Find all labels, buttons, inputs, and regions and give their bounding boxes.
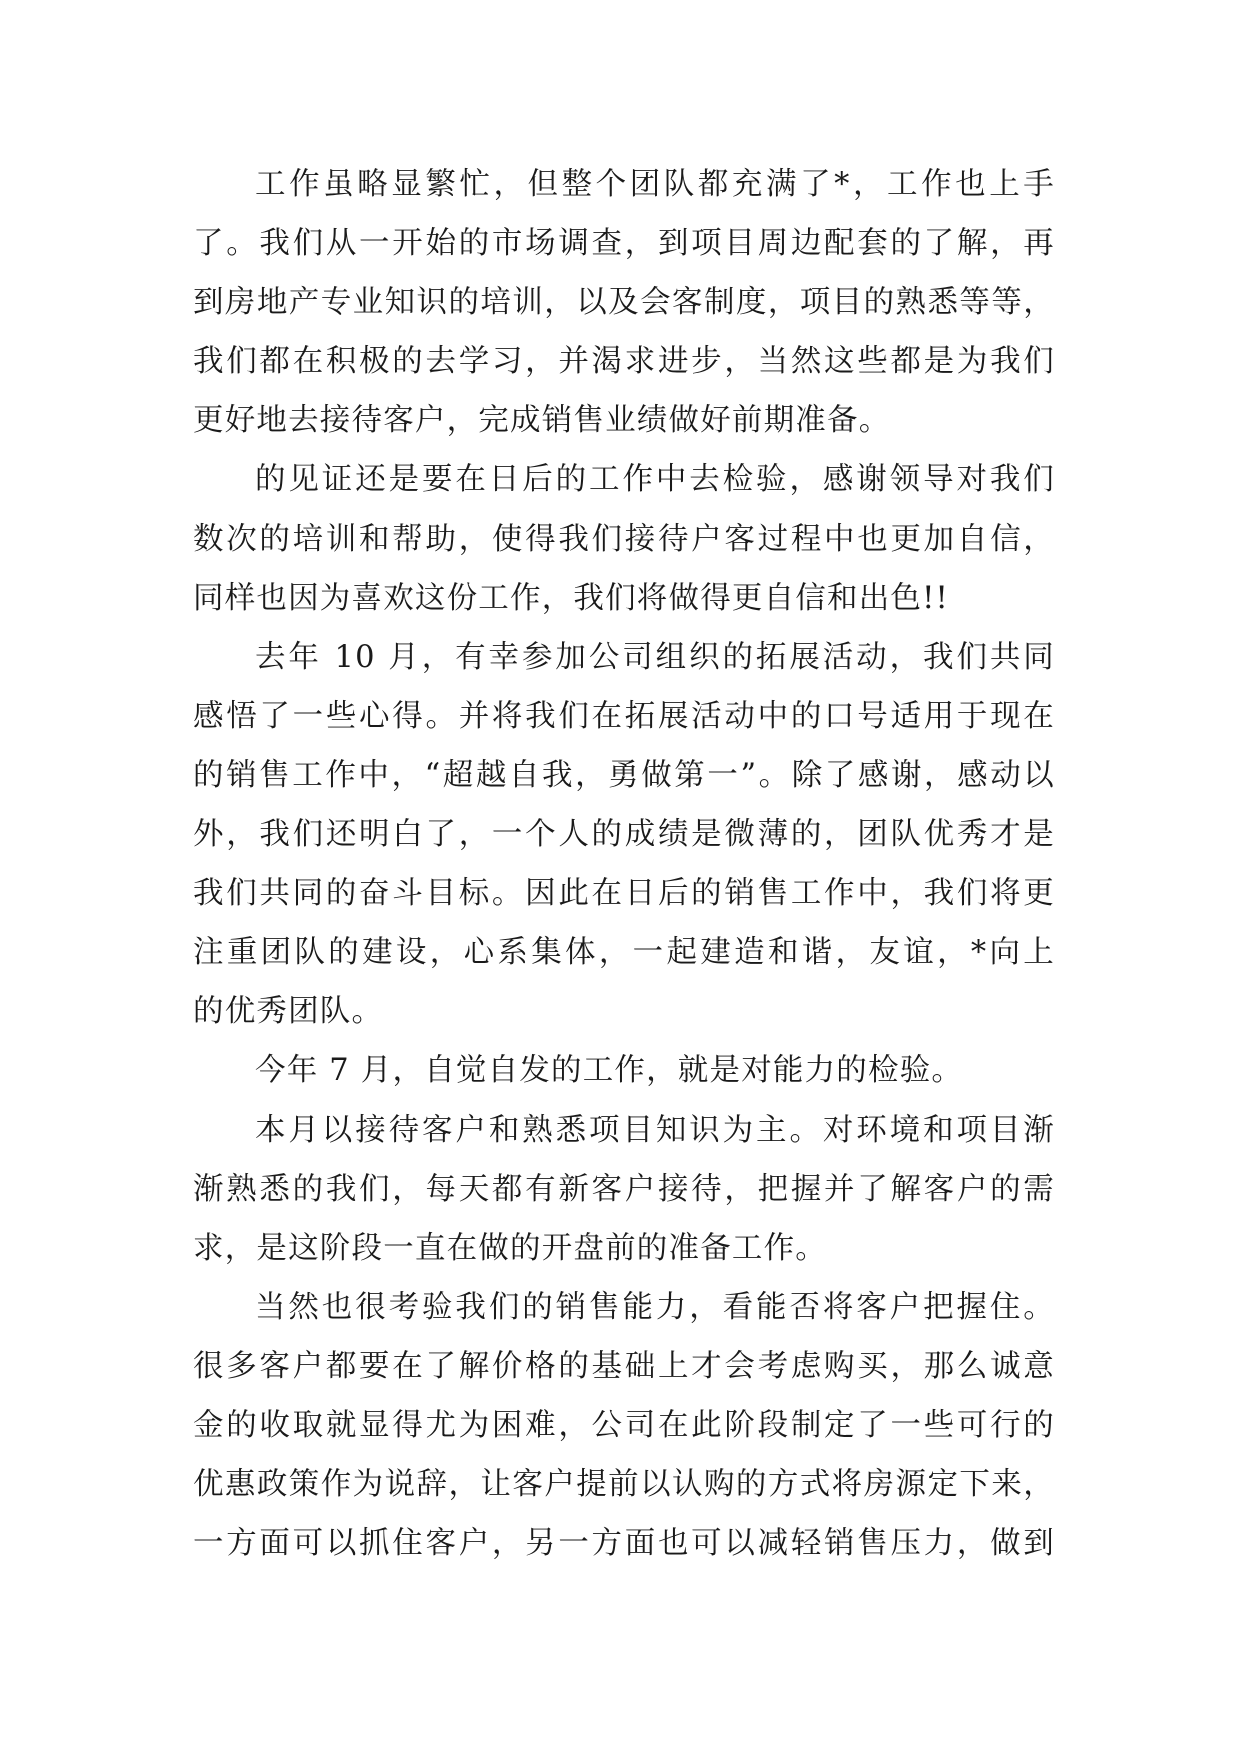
paragraph-line: 去年 10 月，有幸参加公司组织的拓展活动，我们共同 <box>255 639 1055 675</box>
paragraph-line: 的销售工作中，“超越自我，勇做第一”。除了感谢，感动以 <box>193 757 1055 793</box>
paragraph-line: 数次的培训和帮助，使得我们接待户客过程中也更加自信， <box>193 521 1055 557</box>
paragraph-line: 了。我们从一开始的市场调查，到项目周边配套的了解，再 <box>193 226 1055 262</box>
paragraph-line: 渐熟悉的我们，每天都有新客户接待，把握并了解客户的需 <box>193 1171 1055 1207</box>
paragraph-line: 的见证还是要在日后的工作中去检验，感谢领导对我们 <box>255 462 1055 498</box>
paragraph-line: 到房地产专业知识的培训，以及会客制度，项目的熟悉等等， <box>193 285 1055 321</box>
paragraph-line: 金的收取就显得尤为困难，公司在此阶段制定了一些可行的 <box>193 1407 1055 1443</box>
paragraph-line: 我们都在积极的去学习，并渴求进步，当然这些都是为我们 <box>193 344 1055 380</box>
paragraph-line: 注重团队的建设，心系集体，一起建造和谐，友谊，*向上 <box>193 935 1055 971</box>
paragraph-line: 优惠政策作为说辞，让客户提前以认购的方式将房源定下来， <box>193 1467 1055 1503</box>
paragraph-line: 一方面可以抓住客户，另一方面也可以减轻销售压力，做到 <box>193 1526 1055 1562</box>
paragraph-line: 外，我们还明白了，一个人的成绩是微薄的，团队优秀才是 <box>193 817 1055 853</box>
paragraph-line: 求，是这阶段一直在做的开盘前的准备工作。 <box>193 1230 827 1266</box>
paragraph-line: 工作虽略显繁忙，但整个团队都充满了*，工作也上手 <box>255 167 1055 202</box>
paragraph-line: 感悟了一些心得。并将我们在拓展活动中的口号适用于现在 <box>193 698 1055 734</box>
document-body <box>193 155 1055 1573</box>
paragraph-line: 本月以接待客户和熟悉项目知识为主。对环境和项目渐 <box>255 1112 1055 1148</box>
paragraph-line: 同样也因为喜欢这份工作，我们将做得更自信和出色!! <box>193 580 950 616</box>
paragraph-line: 很多客户都要在了解价格的基础上才会考虑购买，那么诚意 <box>193 1348 1055 1384</box>
paragraph-line: 当然也很考验我们的销售能力，看能否将客户把握住。 <box>255 1289 1055 1325</box>
paragraph-line: 的优秀团队。 <box>193 994 384 1030</box>
paragraph-line: 今年 7 月，自觉自发的工作，就是对能力的检验。 <box>255 1053 964 1089</box>
paragraph-line: 我们共同的奋斗目标。因此在日后的销售工作中，我们将更 <box>193 876 1055 912</box>
paragraph-line: 更好地去接待客户，完成销售业绩做好前期准备。 <box>193 403 891 439</box>
